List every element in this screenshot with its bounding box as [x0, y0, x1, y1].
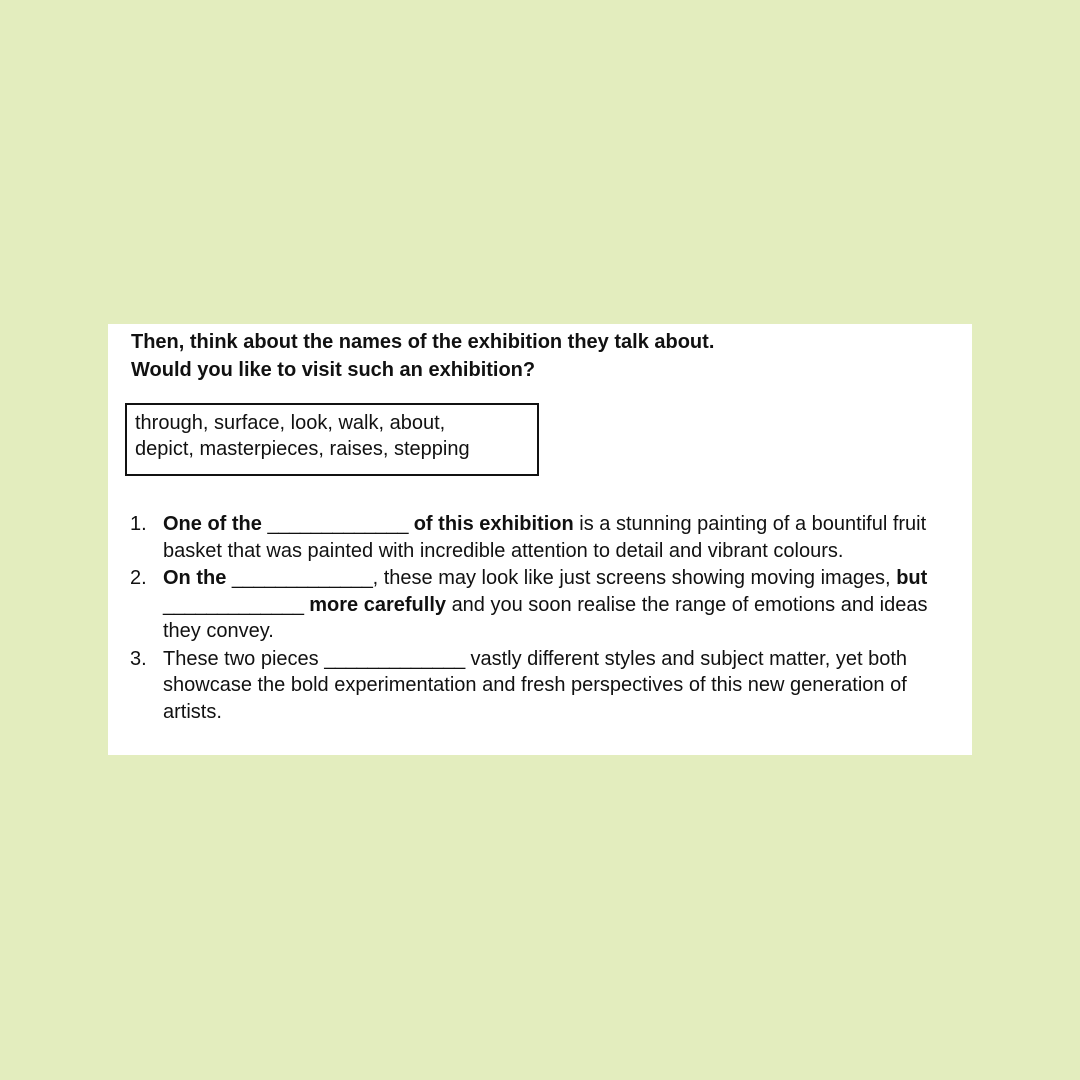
item-number: 1. [130, 513, 147, 535]
answer-blank-2[interactable]: _____________ [231, 567, 373, 589]
item-text: These two pieces [163, 647, 319, 670]
item-bold-text: but [896, 567, 928, 589]
item-text: vastly different styles and subject matter, yet both showcase the bold experimentation and fresh perspectives of this new generation of artists. [163, 647, 907, 723]
instructions [131, 328, 951, 384]
word-bank-line-1: through, surface, look, walk, about, [135, 412, 446, 434]
instructions-line-1: Then, think about the names of the exhibition they talk about. [131, 331, 715, 353]
item-number: 2. [130, 567, 147, 589]
answer-blank-3[interactable]: _____________ [163, 593, 304, 616]
item-text: is a stunning painting of a bountiful fruit basket that was painted with incredible attention to detail and vibrant colours. [163, 513, 927, 562]
exercise-item-2 [130, 565, 960, 645]
item-bold-text: On the [163, 567, 227, 589]
word-bank-line-2: depict, masterpieces, raises, stepping [135, 438, 470, 460]
instructions-line-2: Would you like to visit such an exhibition? [131, 359, 536, 381]
item-number: 3. [130, 647, 147, 670]
answer-blank-4[interactable]: _____________ [324, 647, 465, 670]
item-bold-text: One of the [163, 513, 262, 535]
word-bank-box [125, 403, 539, 476]
item-bold-text: more carefully [309, 593, 446, 616]
answer-blank-1[interactable]: _____________ [267, 513, 409, 535]
exercise-item-1 [130, 511, 960, 564]
exercise-list [130, 511, 960, 726]
item-bold-text: of this exhibition [413, 513, 574, 535]
exercise-card [108, 324, 972, 755]
item-text: , these may look like just screens showing moving images, [372, 567, 891, 589]
item-text: and you soon realise the range of emotions and ideas they convey. [163, 593, 928, 642]
exercise-item-3 [130, 646, 960, 726]
